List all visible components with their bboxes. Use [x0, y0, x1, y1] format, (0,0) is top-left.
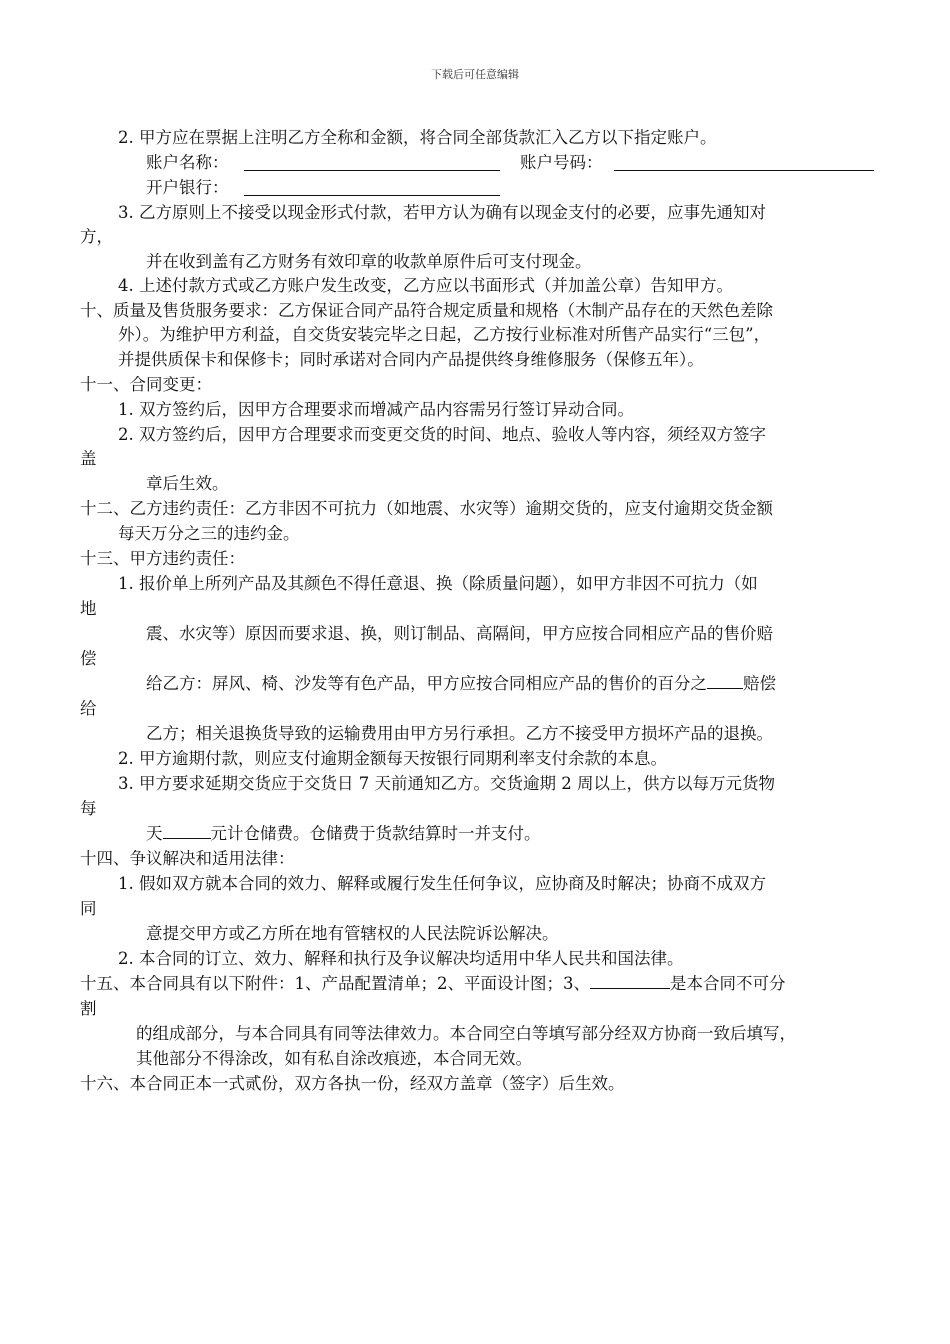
clause-9-2: 2. 甲方应在票据上注明乙方全称和金额，将合同全部货款汇入乙方以下指定账户。: [118, 128, 717, 147]
clause-14-title: 十四、争议解决和适用法律：: [80, 849, 295, 868]
clause-9-3: 3. 乙方原则上不接受以现金形式付款，若甲方认为确有以现金支付的必要，应事先通知对: [118, 203, 766, 222]
page-header: 下载后可任意编辑: [431, 68, 519, 81]
clause-13-1: 1. 报价单上所列产品及其颜色不得任意退、换（除质量问题），如甲方非因不可抗力（如: [118, 574, 758, 593]
clause-9-3-wrap: 方，: [80, 227, 113, 246]
account-name-blank: [244, 154, 500, 171]
clause-11-1: 1. 双方签约后，因甲方合理要求而增减产品内容需另行签订异动合同。: [118, 400, 634, 419]
clause-13-3-cont-head: 天: [146, 824, 163, 843]
clause-15-cont1: 的组成部分，与本合同具有同等法律效力。本合同空白等填写部分经双方协商一致后填写，: [136, 1024, 796, 1043]
clause-12: 十二、乙方违约责任：乙方非因不可抗力（如地震、水灾等）逾期交货的，应支付逾期交货金额: [80, 499, 773, 518]
clause-13-3-wrap: 每: [80, 799, 97, 818]
clause-14-1-cont: 意提交甲方或乙方所在地有管辖权的人民法院诉讼解决。: [146, 924, 559, 943]
clause-15-wrap: 割: [80, 999, 97, 1018]
clause-9-3-cont: 并在收到盖有乙方财务有效印章的收款单原件后可支付现金。: [146, 252, 592, 271]
clause-13-1-cont2-tail: 赔偿: [743, 674, 776, 693]
clause-10-cont1: 外）。为维护甲方利益，自交货安装完毕之日起，乙方按行业标准对所售产品实行“三包”，: [118, 325, 771, 344]
clause-13-3-cont-tail: 元计仓储费。仓储费于货款结算时一并支付。: [210, 824, 541, 843]
account-number-label: 账户号码：: [520, 153, 603, 172]
clause-15-tail: 是本合同不可分: [670, 974, 786, 993]
clause-11-title: 十一、合同变更：: [80, 375, 212, 394]
clause-11-2-cont: 章后生效。: [146, 474, 229, 493]
clause-13-1-cont2-text: 给乙方：屏风、椅、沙发等有色产品，甲方应按合同相应产品的售价的百分之: [146, 674, 707, 693]
clause-15: [80, 972, 786, 996]
clause-13-1-wrap2: 偿: [80, 649, 97, 668]
clause-13-1-cont2: [146, 672, 776, 696]
clause-13-3: 3. 甲方要求延期交货应于交货日 7 天前通知乙方。交货逾期 2 周以上，供方以每万元货物: [118, 774, 775, 793]
clause-12-cont: 每天万分之三的违约金。: [118, 524, 300, 543]
bank-label: 开户银行：: [146, 178, 229, 197]
clause-14-2: 2. 本合同的订立、效力、解释和执行及争议解决均适用中华人民共和国法律。: [118, 949, 684, 968]
clause-13-title: 十三、甲方违约责任：: [80, 549, 245, 568]
bank-blank: [244, 179, 500, 196]
clause-15-cont2: 其他部分不得涂改，如有私自涂改痕迹，本合同无效。: [136, 1049, 532, 1068]
clause-13-1-cont3: 乙方；相关退换货导致的运输费用由甲方另行承担。乙方不接受甲方损坏产品的退换。: [146, 724, 773, 743]
clause-14-1: 1. 假如双方就本合同的效力、解释或履行发生任何争议，应协商及时解决；协商不成双方: [118, 874, 766, 893]
account-number-blank: [614, 154, 874, 171]
clause-11-2-wrap: 盖: [80, 449, 97, 468]
attachment-blank: [590, 972, 670, 989]
clause-13-1-wrap1: 地: [80, 599, 97, 618]
percent-blank: [707, 672, 743, 689]
clause-13-1-wrap3: 给: [80, 699, 97, 718]
clause-15-head: 十五、本合同具有以下附件：1、产品配置清单；2、平面设计图；3、: [80, 974, 590, 993]
clause-16: 十六、本合同正本一式贰份，双方各执一份，经双方盖章（签字）后生效。: [80, 1074, 625, 1093]
clause-14-1-wrap: 同: [80, 899, 97, 918]
clause-13-3-cont: [146, 822, 541, 846]
clause-13-2: 2. 甲方逾期付款，则应支付逾期金额每天按银行同期利率支付余款的本息。: [118, 749, 667, 768]
clause-9-4: 4. 上述付款方式或乙方账户发生改变，乙方应以书面形式（并加盖公章）告知甲方。: [118, 276, 733, 295]
clause-10-cont2: 并提供质保卡和保修卡；同时承诺对合同内产品提供终身维修服务（保修五年）。: [118, 350, 704, 369]
storage-fee-blank: [163, 822, 211, 839]
clause-11-2: 2. 双方签约后，因甲方合理要求而变更交货的时间、地点、验收人等内容，须经双方签字: [118, 425, 766, 444]
account-name-label: 账户名称：: [146, 153, 229, 172]
clause-10: 十、质量及售货服务要求：乙方保证合同产品符合规定质量和规格（木制产品存在的天然色差除: [80, 301, 773, 320]
clause-13-1-cont1: 震、水灾等）原因而要求退、换，则订制品、高隔间，甲方应按合同相应产品的售价赔: [146, 624, 773, 643]
